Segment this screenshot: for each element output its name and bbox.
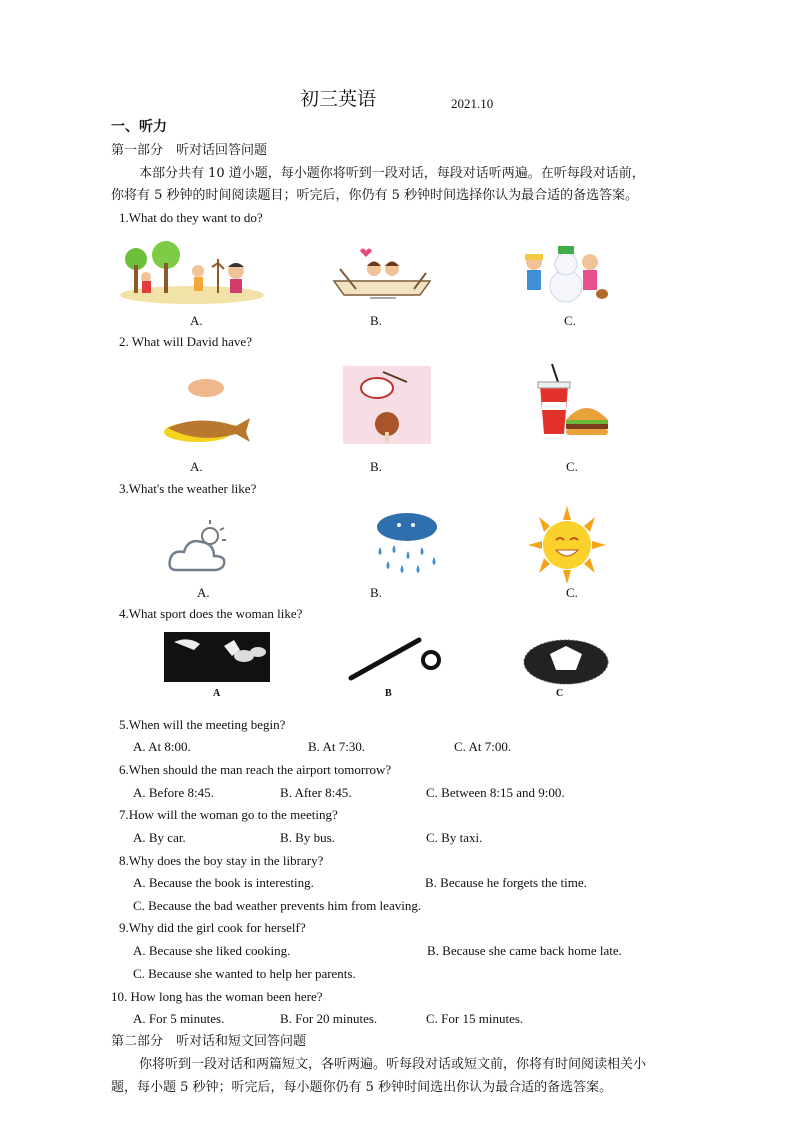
kids-building-snowman-image bbox=[516, 236, 612, 304]
q7-option-c: C. By taxi. bbox=[426, 830, 483, 845]
question-10: 10. How long has the woman been here? bbox=[111, 989, 323, 1004]
q10-option-a: A. For 5 minutes. bbox=[133, 1011, 225, 1026]
q6-option-b: B. After 8:45. bbox=[280, 785, 352, 800]
fish-and-meat-image bbox=[158, 372, 254, 446]
q3-option-b-label: B. bbox=[370, 585, 382, 600]
question-6: 6.When should the man reach the airport tomorrow? bbox=[119, 762, 392, 777]
part1-intro-line2: 你将有 5 秒钟的时间阅读题目；听完后，你仍有 5 秒钟时间选择你认为最合适的备选答案。 bbox=[111, 188, 639, 203]
partly-cloudy-icon bbox=[166, 518, 232, 576]
part2-heading: 第二部分 听对话和短文回答问题 bbox=[111, 1034, 307, 1049]
q7-option-a: A. By car. bbox=[133, 830, 186, 845]
part2-intro-line2: 题，每小题 5 秒钟；听完后，每小题你仍有 5 秒钟时间选出你认为最合适的备选答案。 bbox=[111, 1080, 613, 1095]
rice-and-meat-image bbox=[343, 366, 431, 444]
q4-option-b-label: B bbox=[385, 688, 392, 699]
drink-and-hamburger-image bbox=[532, 362, 610, 440]
q5-option-b: B. At 7:30. bbox=[308, 739, 366, 754]
q3-option-a-label: A. bbox=[197, 585, 210, 600]
question-9: 9.Why did the girl cook for herself? bbox=[119, 920, 306, 935]
kids-planting-trees-image bbox=[118, 237, 266, 305]
question-2: 2. What will David have? bbox=[119, 334, 252, 349]
part2-intro-line1: 你将听到一段对话和两篇短文，各听两遍。听每段对话或短文前，你将有时间阅读相关小 bbox=[139, 1057, 647, 1072]
q1-option-b-label: B. bbox=[370, 313, 382, 328]
q8-option-a: A. Because the book is interesting. bbox=[133, 875, 314, 890]
q4-option-a-label: A bbox=[213, 688, 221, 699]
q10-option-b: B. For 20 minutes. bbox=[280, 1011, 378, 1026]
question-7: 7.How will the woman go to the meeting? bbox=[119, 807, 338, 822]
q4-option-c-label: C bbox=[556, 688, 564, 699]
q3-option-c-label: C. bbox=[566, 585, 578, 600]
exam-date: 2021.10 bbox=[451, 96, 494, 111]
q1-option-a-label: A. bbox=[190, 313, 203, 328]
q9-option-c: C. Because she wanted to help her parents. bbox=[133, 966, 356, 981]
question-5: 5.When will the meeting begin? bbox=[119, 717, 286, 732]
q10-option-c: C. For 15 minutes. bbox=[426, 1011, 524, 1026]
question-8: 8.Why does the boy stay in the library? bbox=[119, 853, 324, 868]
q6-option-a: A. Before 8:45. bbox=[133, 785, 214, 800]
question-3: 3.What's the weather like? bbox=[119, 481, 257, 496]
section-heading: 一、听力 bbox=[111, 119, 167, 135]
baseball-bat-image bbox=[347, 636, 443, 682]
part1-heading: 第一部分 听对话回答问题 bbox=[111, 143, 268, 158]
soccer-ball-image bbox=[520, 636, 612, 686]
badminton-image bbox=[164, 632, 270, 682]
q2-option-b-label: B. bbox=[370, 459, 382, 474]
q9-option-b: B. Because she came back home late. bbox=[427, 943, 622, 958]
kids-rowing-boat-image bbox=[330, 243, 434, 303]
question-4: 4.What sport does the woman like? bbox=[119, 606, 303, 621]
q6-option-c: C. Between 8:15 and 9:00. bbox=[426, 785, 565, 800]
sun-icon bbox=[526, 506, 608, 584]
page-title: 初三英语 bbox=[300, 88, 377, 110]
q8-option-b: B. Because he forgets the time. bbox=[425, 875, 587, 890]
q2-option-c-label: C. bbox=[566, 459, 578, 474]
q5-option-c: C. At 7:00. bbox=[454, 739, 512, 754]
part1-intro-line1: 本部分共有 10 道小题，每小题你将听到一段对话，每段对话听两遍。在听每段对话前， bbox=[139, 166, 645, 181]
question-1: 1.What do they want to do? bbox=[119, 210, 263, 225]
rain-cloud-icon bbox=[372, 507, 442, 577]
q1-option-c-label: C. bbox=[564, 313, 576, 328]
q5-option-a: A. At 8:00. bbox=[133, 739, 191, 754]
q2-option-a-label: A. bbox=[190, 459, 203, 474]
q9-option-a: A. Because she liked cooking. bbox=[133, 943, 291, 958]
q8-option-c: C. Because the bad weather prevents him from leaving. bbox=[133, 898, 422, 913]
q7-option-b: B. By bus. bbox=[280, 830, 335, 845]
